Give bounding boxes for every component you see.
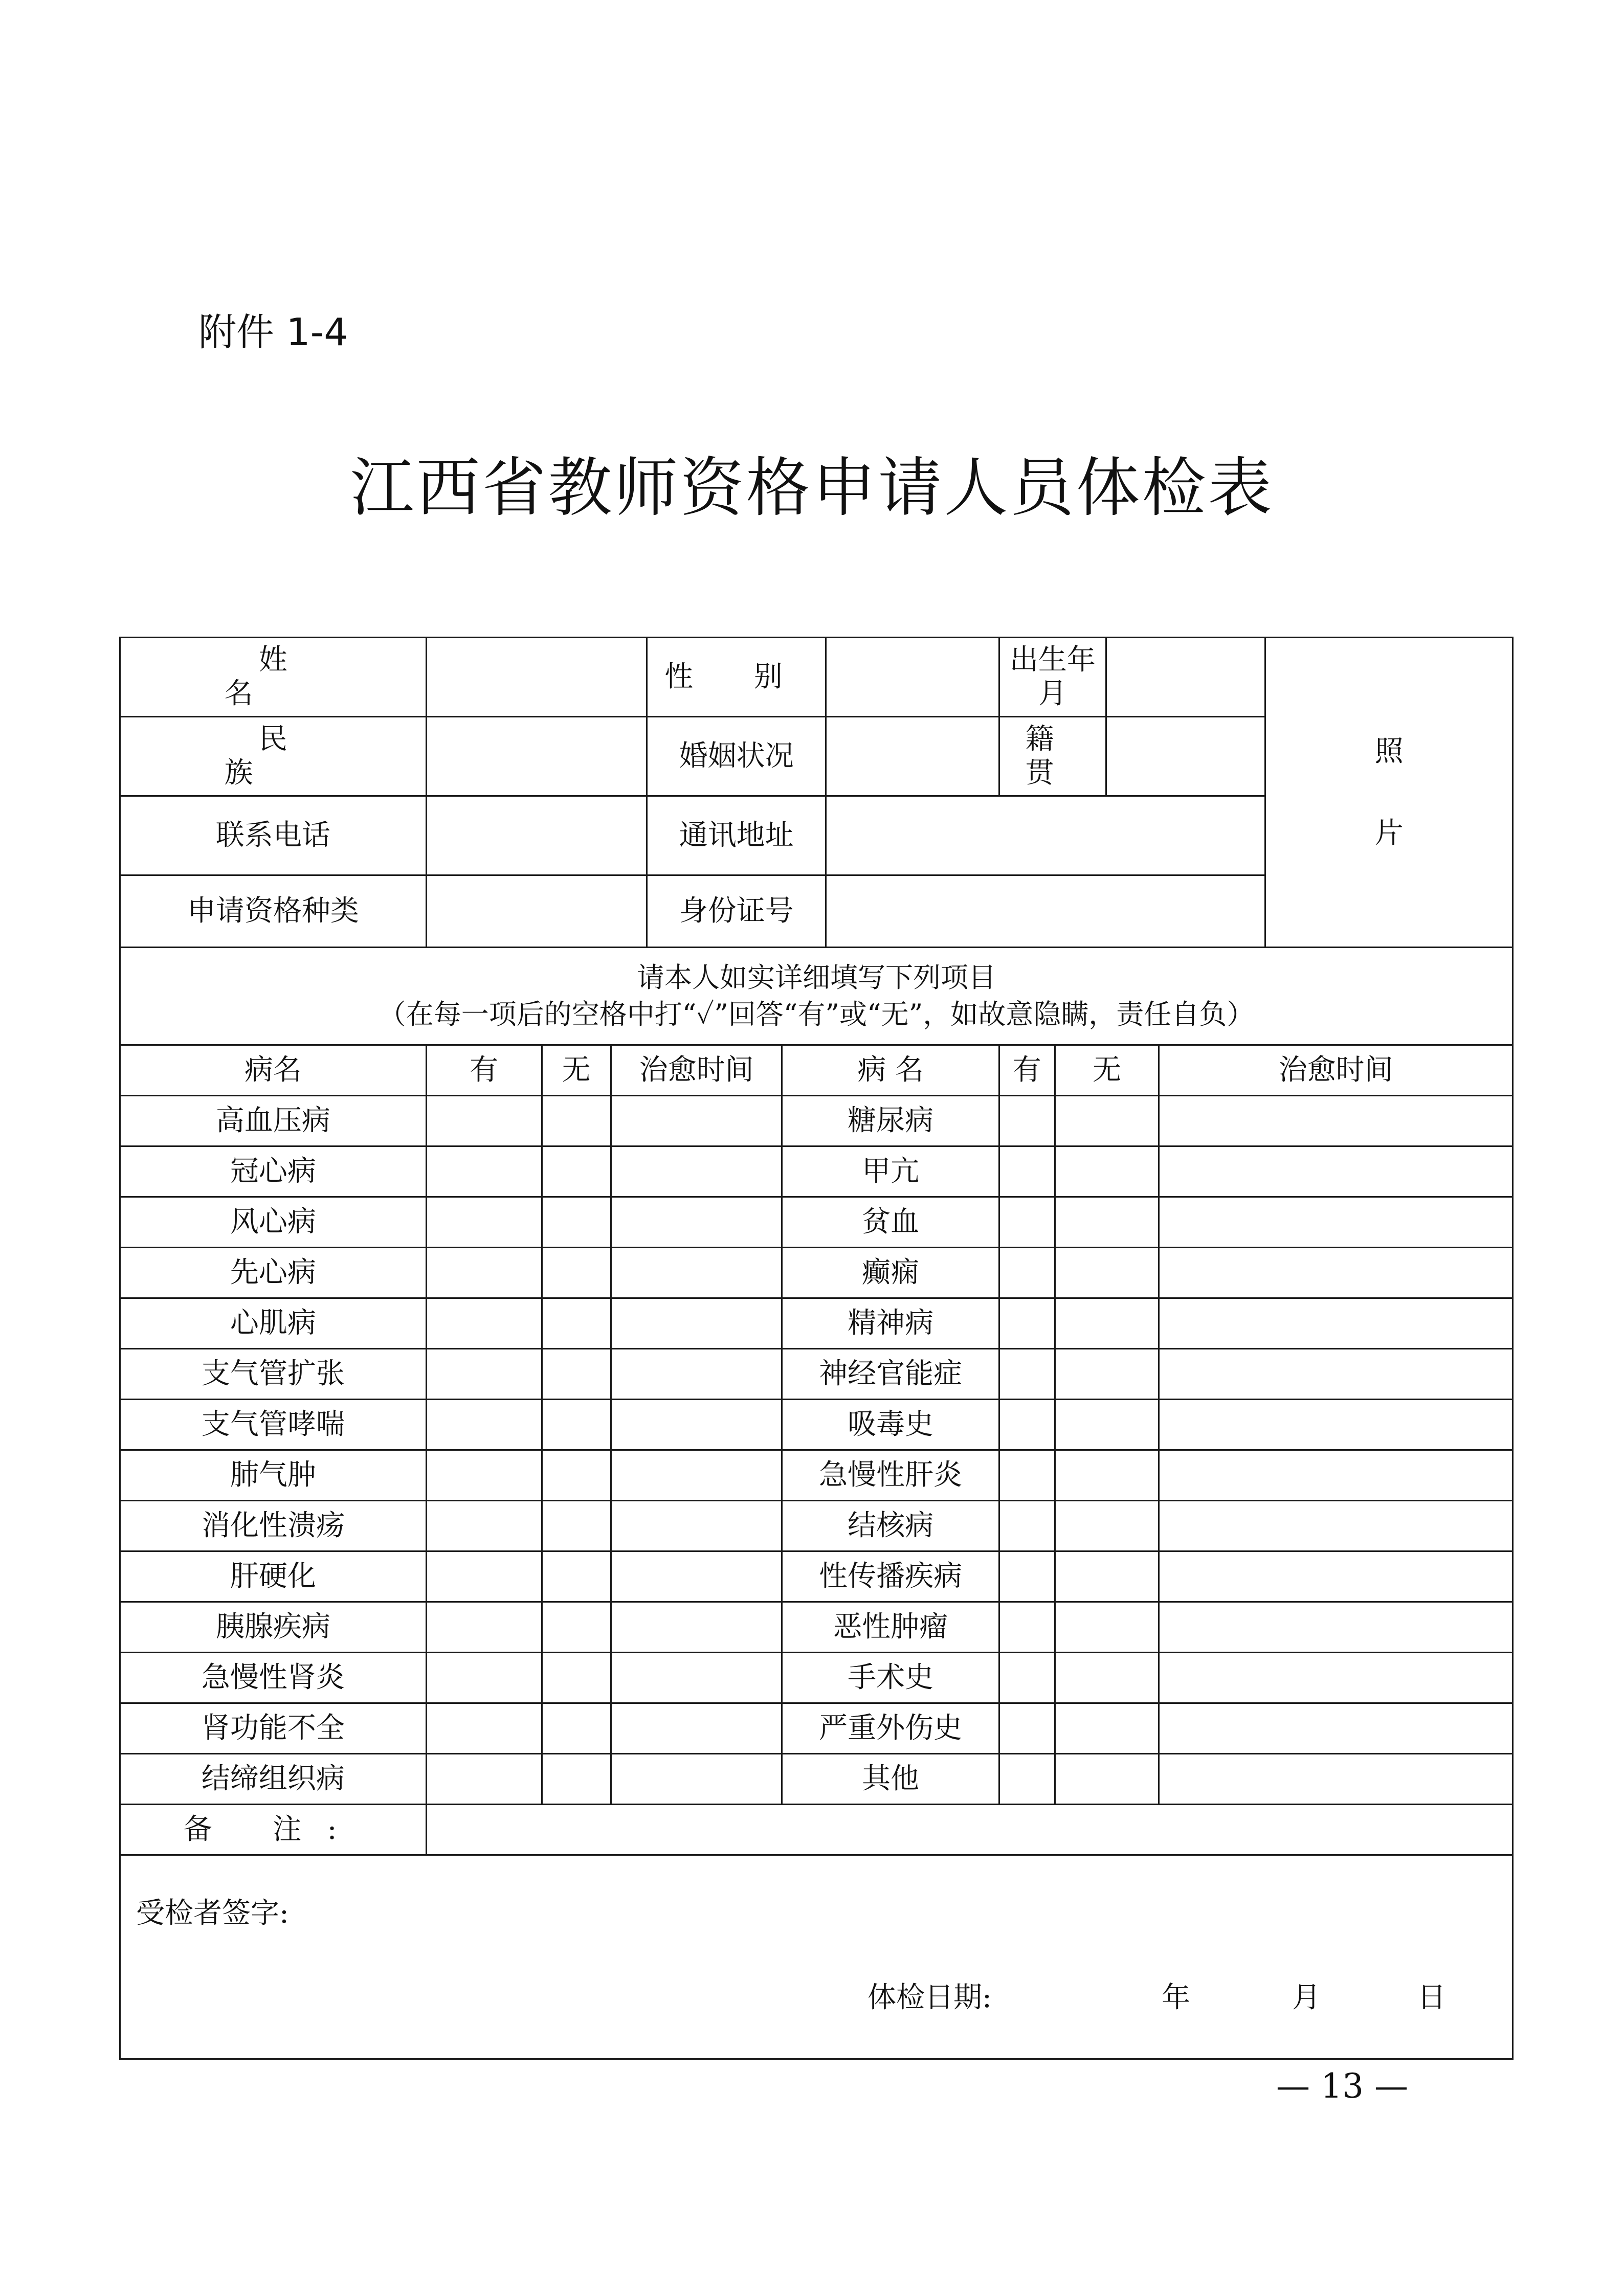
yes-cell-left[interactable] <box>426 1501 542 1551</box>
phone-field[interactable] <box>426 796 647 875</box>
no-cell-right[interactable] <box>1055 1653 1159 1703</box>
no-cell-right[interactable] <box>1055 1754 1159 1805</box>
header-cure-left: 治愈时间 <box>611 1045 782 1096</box>
header-yes-right: 有 <box>999 1045 1055 1096</box>
photo-box[interactable] <box>1265 638 1513 948</box>
photo-label-bottom: 片 <box>1374 816 1404 850</box>
yes-cell-right[interactable] <box>999 1653 1055 1703</box>
gender-label: 性 别 <box>647 638 826 717</box>
no-cell-left[interactable] <box>542 1602 611 1653</box>
native-label: 籍 贯 <box>999 717 1106 796</box>
no-cell-right[interactable] <box>1055 1298 1159 1349</box>
page-number: — 13 — <box>1276 2066 1408 2106</box>
phone-label: 联系电话 <box>120 796 427 875</box>
cure-time-cell-right[interactable] <box>1159 1703 1513 1754</box>
disease-name-left: 支气管扩张 <box>120 1349 427 1400</box>
name-label: 姓 名 <box>120 638 427 717</box>
no-cell-left[interactable] <box>542 1551 611 1602</box>
yes-cell-right[interactable] <box>999 1197 1055 1248</box>
yes-cell-right[interactable] <box>999 1146 1055 1197</box>
table-row <box>120 1349 1513 1400</box>
table-row <box>120 1400 1513 1450</box>
no-cell-right[interactable] <box>1055 1248 1159 1298</box>
cure-time-cell-left[interactable] <box>611 1298 782 1349</box>
yes-cell-right[interactable] <box>999 1096 1055 1146</box>
no-cell-left[interactable] <box>542 1501 611 1551</box>
header-cure-right: 治愈时间 <box>1159 1045 1513 1096</box>
yes-cell-right[interactable] <box>999 1248 1055 1298</box>
table-row <box>120 1298 1513 1349</box>
disease-name-right: 癫痫 <box>782 1248 999 1298</box>
yes-cell-right[interactable] <box>999 1349 1055 1400</box>
disease-name-left: 肾功能不全 <box>120 1703 427 1754</box>
header-yes-left: 有 <box>426 1045 542 1096</box>
date-day-label: 日 <box>1417 1981 1446 2014</box>
cure-time-cell-left[interactable] <box>611 1450 782 1501</box>
cert-type-field[interactable] <box>426 875 647 948</box>
yes-cell-left[interactable] <box>426 1146 542 1197</box>
no-cell-right[interactable] <box>1055 1703 1159 1754</box>
disease-name-left: 肺气肿 <box>120 1450 427 1501</box>
cure-time-cell-right[interactable] <box>1159 1248 1513 1298</box>
table-row <box>120 1096 1513 1146</box>
yes-cell-left[interactable] <box>426 1653 542 1703</box>
date-month-label: 月 <box>1292 1981 1321 2014</box>
disease-name-left: 结缔组织病 <box>120 1754 427 1805</box>
yes-cell-right[interactable] <box>999 1450 1055 1501</box>
yes-cell-right[interactable] <box>999 1602 1055 1653</box>
cure-time-cell-right[interactable] <box>1159 1096 1513 1146</box>
yes-cell-left[interactable] <box>426 1197 542 1248</box>
name-field[interactable] <box>426 638 647 717</box>
no-cell-left[interactable] <box>542 1349 611 1400</box>
no-cell-left[interactable] <box>542 1450 611 1501</box>
disease-name-right: 精神病 <box>782 1298 999 1349</box>
cure-time-cell-right[interactable] <box>1159 1450 1513 1501</box>
ethnic-field[interactable] <box>426 717 647 796</box>
disease-name-right: 结核病 <box>782 1501 999 1551</box>
no-cell-right[interactable] <box>1055 1501 1159 1551</box>
marital-field[interactable] <box>826 717 999 796</box>
attachment-label: 附件 1-4 <box>198 310 348 354</box>
table-row <box>120 1602 1513 1653</box>
cure-time-cell-right[interactable] <box>1159 1197 1513 1248</box>
disease-name-left: 风心病 <box>120 1197 427 1248</box>
cure-time-cell-left[interactable] <box>611 1754 782 1805</box>
disease-name-left: 高血压病 <box>120 1096 427 1146</box>
no-cell-left[interactable] <box>542 1248 611 1298</box>
gender-field[interactable] <box>826 638 999 717</box>
disease-name-left: 支气管哮喘 <box>120 1400 427 1450</box>
address-field[interactable] <box>826 796 1265 875</box>
cure-time-cell-right[interactable] <box>1159 1501 1513 1551</box>
cure-time-cell-left[interactable] <box>611 1248 782 1298</box>
no-cell-right[interactable] <box>1055 1096 1159 1146</box>
disease-name-right: 急慢性肝炎 <box>782 1450 999 1501</box>
native-field[interactable] <box>1106 717 1265 796</box>
form-title: 江西省教师资格申请人员体检表 <box>350 451 1274 525</box>
cure-time-cell-left[interactable] <box>611 1400 782 1450</box>
disease-name-left: 急慢性肾炎 <box>120 1653 427 1703</box>
cure-time-cell-right[interactable] <box>1159 1400 1513 1450</box>
cure-time-cell-left[interactable] <box>611 1197 782 1248</box>
yes-cell-left[interactable] <box>426 1248 542 1298</box>
disease-name-right: 吸毒史 <box>782 1400 999 1450</box>
no-cell-left[interactable] <box>542 1703 611 1754</box>
disease-rows <box>120 1096 1513 1805</box>
id-label: 身份证号 <box>647 875 826 948</box>
disease-name-left: 胰腺疾病 <box>120 1602 427 1653</box>
no-cell-left[interactable] <box>542 1298 611 1349</box>
id-field[interactable] <box>826 875 1265 948</box>
marital-label: 婚姻状况 <box>647 717 826 796</box>
disease-name-right: 糖尿病 <box>782 1096 999 1146</box>
cure-time-cell-left[interactable] <box>611 1602 782 1653</box>
yes-cell-right[interactable] <box>999 1703 1055 1754</box>
remark-label: 备 注: <box>120 1805 427 1855</box>
table-row <box>120 1450 1513 1501</box>
header-disease-right: 病 名 <box>782 1045 999 1096</box>
no-cell-left[interactable] <box>542 1754 611 1805</box>
yes-cell-right[interactable] <box>999 1551 1055 1602</box>
disease-name-right: 性传播疾病 <box>782 1551 999 1602</box>
cure-time-cell-right[interactable] <box>1159 1602 1513 1653</box>
table-row <box>120 1754 1513 1805</box>
disease-name-right: 手术史 <box>782 1653 999 1703</box>
table-row <box>120 1703 1513 1754</box>
disease-name-left: 心肌病 <box>120 1298 427 1349</box>
notice-line-2: （在每一项后的空格中打“✓”回答“有”或“无”，如故意隐瞒，责任自负） <box>378 998 1255 1030</box>
yes-cell-right[interactable] <box>999 1400 1055 1450</box>
yes-cell-right[interactable] <box>999 1298 1055 1349</box>
table-row <box>120 1501 1513 1551</box>
table-row <box>120 1248 1513 1298</box>
no-cell-left[interactable] <box>542 1197 611 1248</box>
cure-time-cell-right[interactable] <box>1159 1298 1513 1349</box>
disease-name-right: 恶性肿瘤 <box>782 1602 999 1653</box>
yes-cell-left[interactable] <box>426 1602 542 1653</box>
cure-time-cell-right[interactable] <box>1159 1146 1513 1197</box>
disease-name-right: 严重外伤史 <box>782 1703 999 1754</box>
yes-cell-left[interactable] <box>426 1400 542 1450</box>
no-cell-right[interactable] <box>1055 1146 1159 1197</box>
signature-section <box>120 1855 1513 2059</box>
signature-label: 受检者签字: <box>136 1897 289 1930</box>
no-cell-right[interactable] <box>1055 1551 1159 1602</box>
disease-name-right: 神经官能症 <box>782 1349 999 1400</box>
yes-cell-left[interactable] <box>426 1096 542 1146</box>
table-row <box>120 1653 1513 1703</box>
no-cell-right[interactable] <box>1055 1450 1159 1501</box>
date-year-label: 年 <box>1162 1981 1190 2014</box>
header-no-left: 无 <box>542 1045 611 1096</box>
yes-cell-left[interactable] <box>426 1298 542 1349</box>
disease-name-left: 肝硬化 <box>120 1551 427 1602</box>
notice <box>120 948 1513 1045</box>
disease-name-left: 先心病 <box>120 1248 427 1298</box>
cure-time-cell-right[interactable] <box>1159 1551 1513 1602</box>
disease-name-left: 冠心病 <box>120 1146 427 1197</box>
disease-name-right: 其他 <box>782 1754 999 1805</box>
no-cell-left[interactable] <box>542 1653 611 1703</box>
disease-name-left: 消化性溃疡 <box>120 1501 427 1551</box>
table-row <box>120 1197 1513 1248</box>
header-disease-left: 病名 <box>120 1045 427 1096</box>
yes-cell-left[interactable] <box>426 1754 542 1805</box>
table-row <box>120 1146 1513 1197</box>
photo-label-top: 照 <box>1374 734 1404 768</box>
cure-time-cell-left[interactable] <box>611 1096 782 1146</box>
yes-cell-left[interactable] <box>426 1450 542 1501</box>
no-cell-right[interactable] <box>1055 1400 1159 1450</box>
cure-time-cell-left[interactable] <box>611 1551 782 1602</box>
cure-time-cell-right[interactable] <box>1159 1754 1513 1805</box>
yes-cell-right[interactable] <box>999 1754 1055 1805</box>
no-cell-right[interactable] <box>1055 1349 1159 1400</box>
yes-cell-right[interactable] <box>999 1501 1055 1551</box>
exam-date-label: 体检日期: <box>867 1981 992 2014</box>
header-no-right: 无 <box>1055 1045 1159 1096</box>
yes-cell-left[interactable] <box>426 1349 542 1400</box>
cert-type-label: 申请资格种类 <box>120 875 427 948</box>
health-check-form <box>119 637 1514 2060</box>
cure-time-cell-left[interactable] <box>611 1703 782 1754</box>
address-label: 通讯地址 <box>647 796 826 875</box>
no-cell-right[interactable] <box>1055 1197 1159 1248</box>
birth-label: 出生年月 <box>999 638 1106 717</box>
cure-time-cell-left[interactable] <box>611 1501 782 1551</box>
disease-name-right: 甲亢 <box>782 1146 999 1197</box>
cure-time-cell-right[interactable] <box>1159 1653 1513 1703</box>
no-cell-left[interactable] <box>542 1146 611 1197</box>
no-cell-left[interactable] <box>542 1400 611 1450</box>
no-cell-right[interactable] <box>1055 1602 1159 1653</box>
table-row <box>120 1551 1513 1602</box>
remark-field[interactable] <box>426 1805 1512 1855</box>
cure-time-cell-left[interactable] <box>611 1146 782 1197</box>
yes-cell-left[interactable] <box>426 1551 542 1602</box>
cure-time-cell-left[interactable] <box>611 1349 782 1400</box>
birth-field[interactable] <box>1106 638 1265 717</box>
disease-name-right: 贫血 <box>782 1197 999 1248</box>
notice-line-1: 请本人如实详细填写下列项目 <box>637 961 996 994</box>
ethnic-label: 民 族 <box>120 717 427 796</box>
yes-cell-left[interactable] <box>426 1703 542 1754</box>
cure-time-cell-left[interactable] <box>611 1653 782 1703</box>
cure-time-cell-right[interactable] <box>1159 1349 1513 1400</box>
no-cell-left[interactable] <box>542 1096 611 1146</box>
